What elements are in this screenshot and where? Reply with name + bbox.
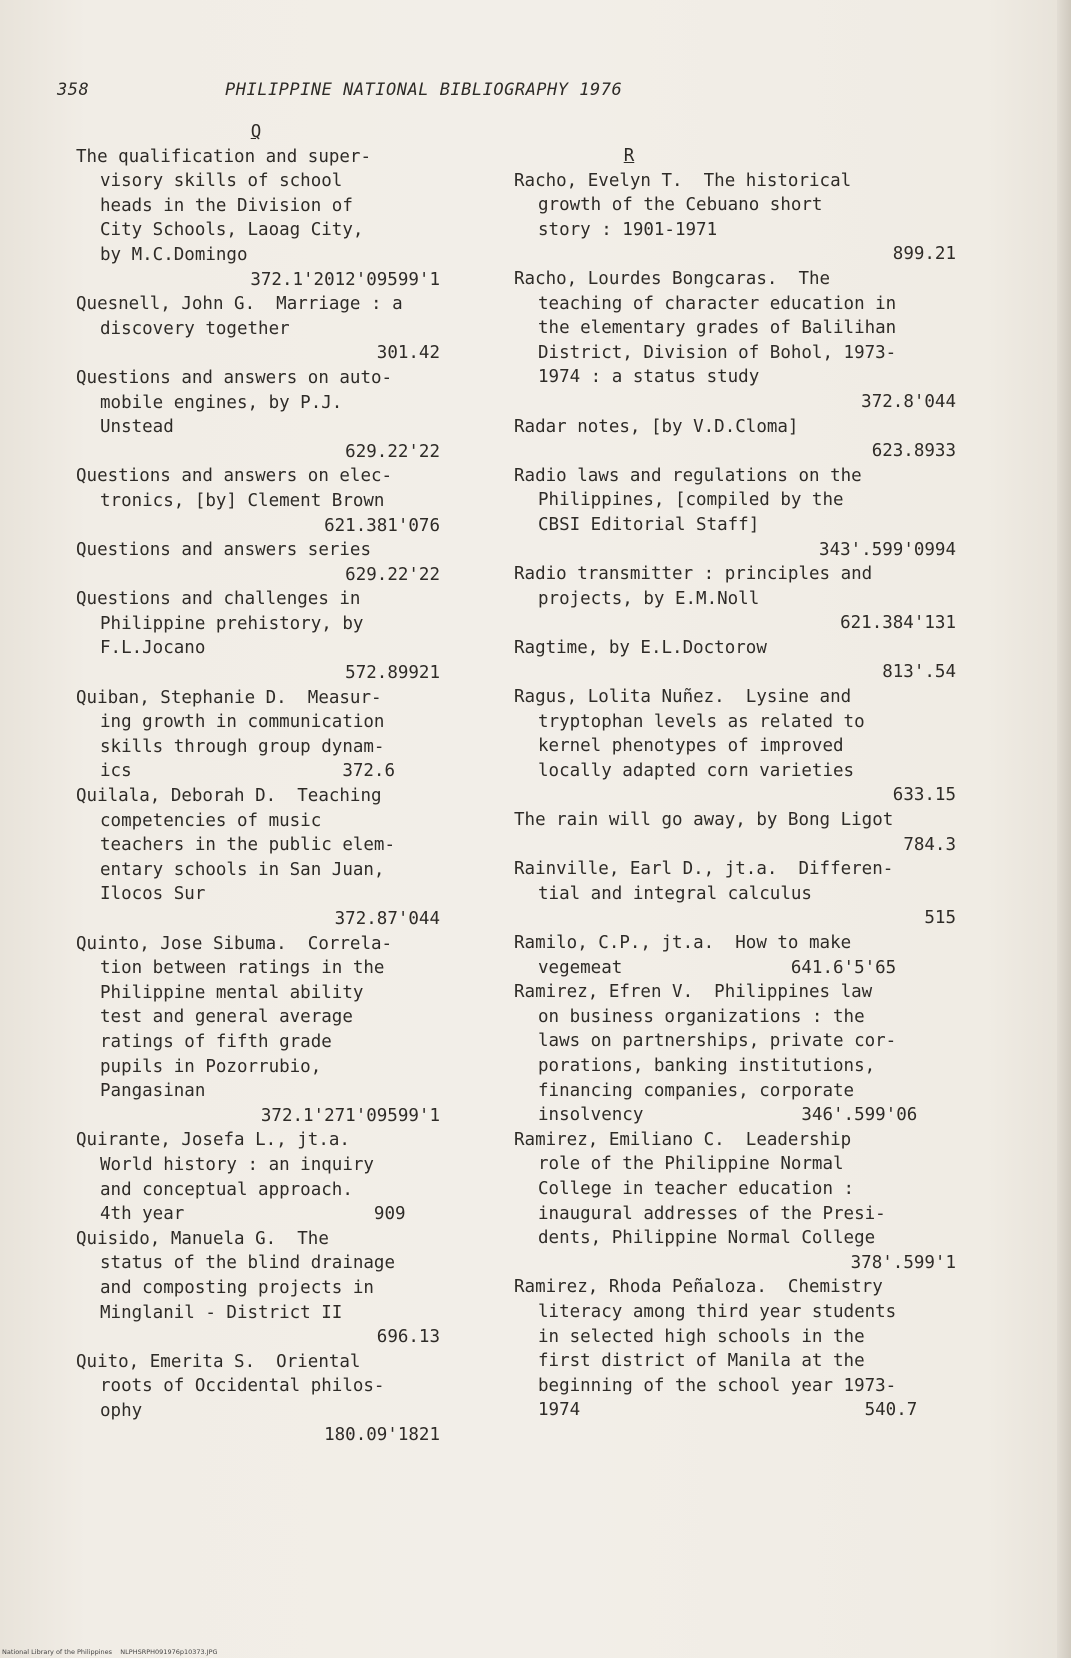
section-letter-q: Q	[250, 122, 262, 142]
entry-continuation-line: inaugural addresses of the Presi-	[538, 1203, 886, 1224]
entry-continuation-line: tryptophan levels as related to	[538, 711, 865, 732]
call-number: 784.3	[903, 834, 956, 855]
bibliography-entry	[514, 562, 956, 636]
entry-continuation-line: 1974 540.7	[538, 1400, 918, 1421]
bibliography-entry	[76, 464, 456, 538]
entry-continuation-line: dents, Philippine Normal College	[538, 1228, 876, 1249]
call-number: 813'.54	[882, 662, 956, 683]
entry-continuation-line: Unstead	[100, 417, 174, 438]
scan-footer: National Library of the Philippines NLPHSRPH091976p10373.JPG	[2, 1648, 218, 1656]
page-header	[57, 80, 697, 106]
entry-continuation-line: ophy	[100, 1400, 143, 1421]
bibliography-entry	[514, 685, 956, 808]
entry-heading-line: Quilala, Deborah D. Teaching	[76, 786, 382, 807]
entry-heading-line: Quiban, Stephanie D. Measur-	[76, 687, 382, 708]
call-number: 629.22'22	[345, 564, 440, 585]
entry-continuation-line: Philippines, [compiled by the	[538, 490, 844, 511]
entry-continuation-line: ratings of fifth grade	[100, 1031, 332, 1052]
entry-continuation-line: and conceptual approach.	[100, 1179, 353, 1200]
entry-continuation-line: 4th year 909	[100, 1204, 406, 1225]
entry-heading-line: Ramirez, Efren V. Philippines law	[514, 982, 873, 1003]
bibliography-entry	[514, 1275, 956, 1423]
bibliography-entry	[76, 784, 456, 932]
entry-continuation-line: teaching of character education in	[538, 293, 897, 314]
call-number: 633.15	[892, 785, 956, 806]
entry-continuation-line: vegemeat 641.6'5'65	[538, 957, 897, 978]
entry-continuation-line: the elementary grades of Balilihan	[538, 318, 897, 339]
call-number: 899.21	[892, 244, 956, 265]
call-number: 621.381'076	[324, 515, 440, 536]
bibliography-entry	[514, 415, 956, 464]
entry-continuation-line: story : 1901-1971	[538, 219, 718, 240]
entry-continuation-line: roots of Occidental philos-	[100, 1376, 385, 1397]
entry-continuation-line: status of the blind drainage	[100, 1253, 396, 1274]
bibliography-entry	[514, 808, 956, 857]
call-number: 372.1'271'09599'1	[260, 1105, 440, 1126]
bibliography-entry	[76, 1227, 456, 1350]
entry-continuation-line: CBSI Editorial Staff]	[538, 514, 760, 535]
entry-heading-line: Ramilo, C.P., jt.a. How to make	[514, 933, 852, 953]
entry-continuation-line: first district of Manila at the	[538, 1351, 865, 1372]
entry-heading-line: Questions and answers series	[76, 540, 372, 561]
bibliography-entry	[76, 686, 456, 784]
bibliography-entry	[76, 538, 456, 587]
entry-heading-line: Ramirez, Rhoda Peñaloza. Chemistry	[514, 1277, 883, 1298]
entry-heading-line: Radio transmitter : principles and	[514, 564, 873, 585]
page-edge-shadow	[1057, 0, 1071, 1658]
entry-continuation-line: District, Division of Bohol, 1973-	[538, 342, 897, 363]
bibliography-entry	[76, 292, 456, 366]
entry-heading-line: Quinto, Jose Sibuma. Correla-	[76, 933, 393, 954]
entry-continuation-line: laws on partnerships, private cor-	[538, 1031, 897, 1052]
entry-heading-line: Questions and answers on elec-	[76, 466, 393, 487]
entry-heading-line: Racho, Evelyn T. The historical	[514, 170, 852, 191]
entry-heading-line: Racho, Lourdes Bongcaras. The	[514, 268, 831, 289]
entry-continuation-line: World history : an inquiry	[100, 1154, 374, 1175]
entry-heading-line: Quirante, Josefa L., jt.a.	[76, 1130, 350, 1151]
entry-continuation-line: literacy among third year students	[538, 1301, 897, 1322]
entry-continuation-line: porations, banking institutions,	[538, 1055, 876, 1076]
entry-continuation-line: ing growth in communication	[100, 712, 385, 733]
entry-continuation-line: insolvency 346'.599'06	[538, 1105, 918, 1126]
entry-continuation-line: tion between ratings in the	[100, 958, 385, 979]
entry-heading-line: Ragus, Lolita Nuñez. Lysine and	[514, 687, 852, 708]
entry-continuation-line: visory skills of school	[100, 171, 343, 192]
entry-heading-line: Quesnell, John G. Marriage : a	[76, 294, 403, 315]
entry-continuation-line: F.L.Jocano	[100, 638, 206, 659]
bibliography-entry	[514, 636, 956, 685]
call-number: 623.8933	[871, 441, 956, 462]
bibliography-entry	[76, 145, 456, 293]
call-number: 372.1'2012'09599'1	[250, 269, 440, 290]
bibliography-entry	[514, 464, 956, 562]
entry-continuation-line: on business organizations : the	[538, 1006, 865, 1027]
bibliography-entry	[76, 932, 456, 1129]
entry-continuation-line: financing companies, corporate	[538, 1080, 855, 1101]
entry-continuation-line: Philippine prehistory, by	[100, 613, 364, 634]
entry-heading-line: Quisido, Manuela G. The	[76, 1228, 329, 1249]
entry-continuation-line: role of the Philippine Normal	[538, 1154, 844, 1175]
entry-heading-line: Radio laws and regulations on the	[514, 465, 862, 486]
entry-continuation-line: competencies of music	[100, 810, 322, 831]
entry-continuation-line: beginning of the school year 1973-	[538, 1375, 897, 1396]
entry-continuation-line: mobile engines, by P.J.	[100, 392, 343, 413]
bibliography-entry	[76, 1128, 456, 1226]
bibliography-entry	[514, 931, 956, 980]
entry-continuation-line: tronics, [by] Clement Brown	[100, 490, 385, 511]
bibliography-entry	[514, 857, 956, 931]
right-column	[514, 120, 956, 1423]
bibliography-entry	[514, 980, 956, 1128]
entry-heading-line: Questions and challenges in	[76, 589, 361, 610]
entry-heading-line: The rain will go away, by Bong Ligot	[514, 810, 894, 831]
entry-continuation-line: teachers in the public elem-	[100, 835, 396, 856]
call-number: 343'.599'0994	[819, 539, 956, 560]
left-column	[76, 120, 456, 1448]
call-number: 180.09'1821	[324, 1425, 440, 1446]
bibliography-entry	[514, 267, 956, 415]
entry-continuation-line: pupils in Pozorrubio,	[100, 1056, 322, 1077]
entry-continuation-line: tial and integral calculus	[538, 883, 812, 904]
entry-continuation-line: and composting projects in	[100, 1277, 374, 1298]
entry-continuation-line: skills through group dynam-	[100, 736, 385, 757]
entry-continuation-line: Philippine mental ability	[100, 982, 364, 1003]
entry-continuation-line: growth of the Cebuano short	[538, 195, 823, 216]
entry-heading-line: Ragtime, by E.L.Doctorow	[514, 637, 767, 658]
call-number: 629.22'22	[345, 441, 440, 462]
entry-continuation-line: City Schools, Laoag City,	[100, 220, 364, 241]
entry-continuation-line: Pangasinan	[100, 1081, 206, 1102]
entry-continuation-line: Ilocos Sur	[100, 884, 206, 905]
page-number: 358	[57, 80, 90, 100]
entry-heading-line: Rainville, Earl D., jt.a. Differen-	[514, 859, 894, 880]
entry-heading-line: Quito, Emerita S. Oriental	[76, 1351, 361, 1372]
entry-heading-line: The qualification and super-	[76, 146, 372, 167]
entry-continuation-line: by M.C.Domingo	[100, 244, 248, 265]
call-number: 378'.599'1	[850, 1252, 956, 1273]
entry-continuation-line: kernel phenotypes of improved	[538, 736, 844, 757]
entry-continuation-line: locally adapted corn varieties	[538, 760, 855, 781]
page-running-title: PHILIPPINE NATIONAL BIBLIOGRAPHY 1976	[225, 80, 623, 100]
entry-heading-line: Questions and answers on auto-	[76, 367, 393, 388]
call-number: 696.13	[376, 1327, 440, 1348]
entry-continuation-line: projects, by E.M.Noll	[538, 588, 760, 609]
bibliography-entry	[76, 587, 456, 685]
entry-heading-line: Ramirez, Emiliano C. Leadership	[514, 1129, 852, 1150]
entry-continuation-line: Minglanil - District II	[100, 1302, 343, 1323]
call-number: 572.89921	[345, 663, 440, 684]
entry-continuation-line: heads in the Division of	[100, 195, 353, 216]
call-number: 301.42	[376, 343, 440, 364]
section-letter-r: R	[623, 146, 635, 166]
bibliography-entry	[76, 1350, 456, 1448]
call-number: 621.384'131	[840, 613, 956, 634]
bibliography-entry	[514, 169, 956, 267]
call-number: 515	[924, 908, 956, 929]
bibliography-entry	[76, 366, 456, 464]
call-number: 372.87'044	[334, 909, 440, 929]
entry-continuation-line: 1974 : a status study	[538, 367, 760, 388]
call-number: 372.8'044	[861, 391, 956, 412]
entry-continuation-line: in selected high schools in the	[538, 1326, 865, 1347]
entry-continuation-line: College in teacher education :	[538, 1178, 855, 1199]
entry-heading-line: Radar notes, [by V.D.Cloma]	[514, 416, 799, 437]
bibliography-entry	[514, 1128, 956, 1276]
entry-continuation-line: test and general average	[100, 1007, 353, 1028]
entry-continuation-line: ics 372.6	[100, 761, 396, 782]
entry-continuation-line: entary schools in San Juan,	[100, 859, 385, 880]
entry-continuation-line: discovery together	[100, 318, 290, 339]
